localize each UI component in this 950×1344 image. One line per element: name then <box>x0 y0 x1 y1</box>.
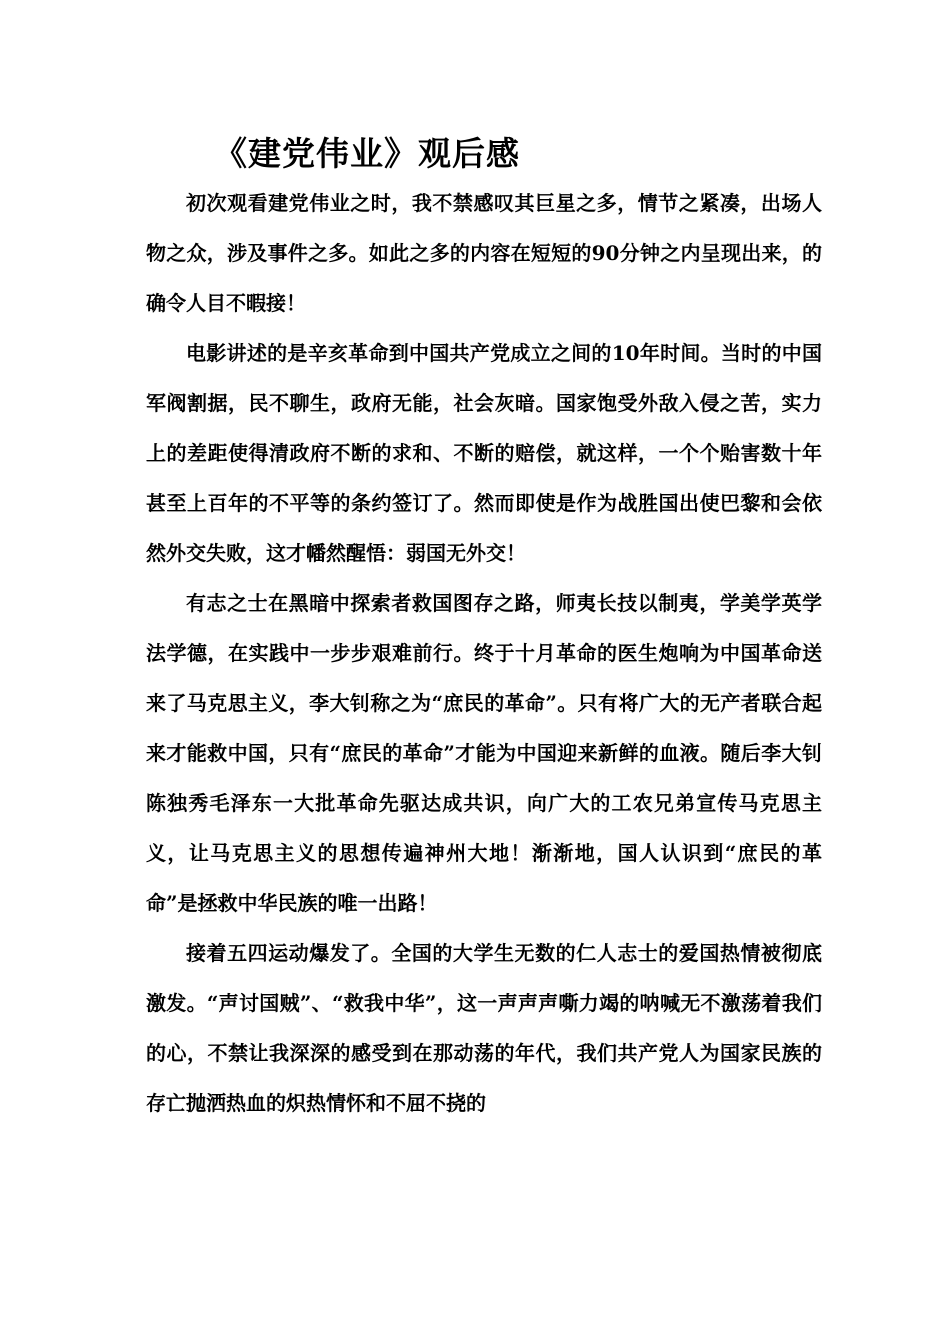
paragraph-1: 初次观看建党伟业之时，我不禁感叹其巨星之多，情节之紧凑，出场人物之众，涉及事件之多。如此之多的内容在短短的90分钟之内呈现出来，的确令人目不暇接！ <box>146 191 822 315</box>
paragraph-4: 接着五四运动爆发了。全国的大学生无数的仁人志士的爱国热情被彻底激发。“声讨国贼”、“救我中华”，这一声声声嘶力竭的呐喊无不激荡着我们的心，不禁让我深深的感受到在那动荡的年代，我们共产党人为国家民族的存亡抛洒热血的炽热情怀和不屈不挠的 <box>146 941 822 1115</box>
paragraph-2: 电影讲述的是辛亥革命到中国共产党成立之间的10年时间。当时的中国军阀割据，民不聊生，政府无能，社会灰暗。国家饱受外敌入侵之苦，实力上的差距使得清政府不断的求和、不断的赔偿，就这样，一个个贻害数十年甚至上百年的不平等的条约签订了。然而即使是作为战胜国出使巴黎和会依然外交失败，这才幡然醒悟：弱国无外交！ <box>146 341 822 565</box>
document-title: 《建党伟业》观后感 <box>214 134 520 173</box>
paragraph-3: 有志之士在黑暗中探索者救国图存之路，师夷长技以制夷，学美学英学法学德，在实践中一步步艰难前行。终于十月革命的医生炮响为中国革命送来了马克思主义，李大钊称之为“庶民的革命”。只有将广大的无产者联合起来才能救中国，只有“庶民的革命”才能为中国迎来新鲜的血液。随后李大钊陈独秀毛泽东一大批革命先驱达成共识，向广大的工农兄弟宣传马克思主义，让马克思主义的思想传遍神州大地！渐渐地，国人认识到“庶民的革命”是拯救中华民族的唯一出路！ <box>146 591 822 915</box>
document-body <box>146 178 822 1128</box>
